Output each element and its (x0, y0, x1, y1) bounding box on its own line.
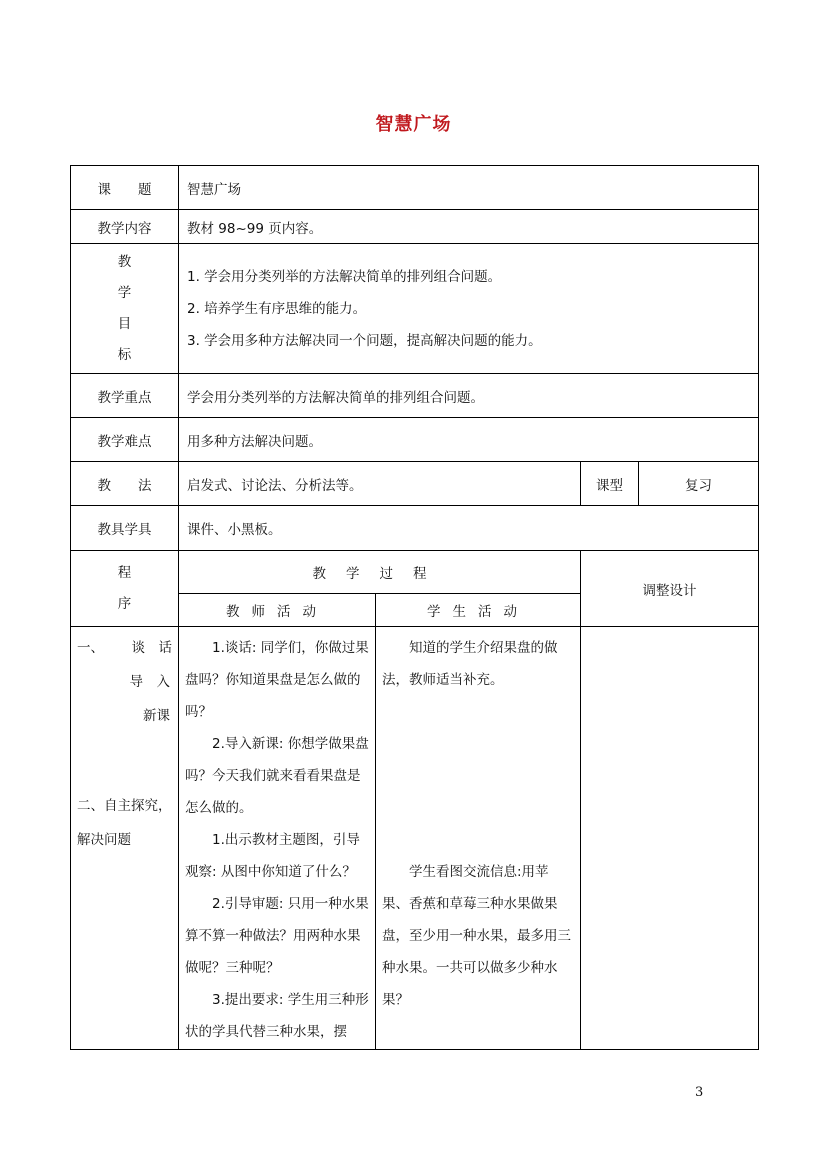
content-value: 教材 98~99 页内容。 (179, 210, 759, 244)
row-tools (71, 506, 759, 551)
lesson-type-value: 复习 (639, 462, 759, 506)
row-process-body (71, 627, 759, 1050)
teacher-paragraph: 1.谈话: 同学们，你做过果盘吗？你知道果盘是怎么做的吗？ (185, 640, 369, 720)
step-2-text: 二、自主探究， (77, 798, 172, 814)
method-value: 启发式、讨论法、分析法等。 (179, 462, 581, 506)
tools-label: 教具学具 (71, 506, 179, 551)
step-2-text: 解决问题 (77, 832, 131, 848)
step-1-text: 谈 话 (131, 640, 172, 656)
document-title: 智慧广场 (375, 114, 452, 135)
row-process-header (71, 551, 759, 594)
row-method (71, 462, 759, 506)
method-label: 教 法 (71, 462, 179, 506)
spacer (77, 733, 172, 789)
tools-value: 课件、小黑板。 (179, 506, 759, 551)
adjust-design-header: 调整设计 (581, 551, 759, 627)
lesson-type-label: 课型 (581, 462, 639, 506)
procedure-steps (71, 627, 179, 1050)
key-point-value: 学会用分类列举的方法解决简单的排列组合问题。 (179, 374, 759, 418)
teacher-activity-header: 教师活动 (179, 594, 376, 627)
goals-label-char: 教 (117, 253, 132, 270)
step-1-number: 一、 (77, 640, 104, 656)
adjust-design-cell (581, 627, 759, 1050)
goal-item: 1. 学会用分类列举的方法解决简单的排列组合问题。 (187, 268, 502, 285)
spacer (382, 696, 574, 856)
student-activity-header: 学生活动 (376, 594, 581, 627)
procedure-label (71, 551, 179, 627)
procedure-label-char: 序 (117, 595, 132, 612)
teacher-activities (179, 627, 376, 1050)
goals-label-char: 学 (117, 284, 132, 301)
goals-list (179, 244, 759, 374)
row-topic (71, 166, 759, 210)
step-1-text: 导 入 (129, 674, 170, 690)
step-1-text: 新课 (143, 708, 170, 724)
row-goals (71, 244, 759, 374)
content-label: 教学内容 (71, 210, 179, 244)
topic-label: 课 题 (71, 166, 179, 210)
procedure-label-char: 程 (117, 564, 132, 581)
teacher-paragraph: 1.出示教材主题图，引导观察: 从图中你知道了什么？ (185, 832, 360, 880)
teacher-paragraph: 2.引导审题: 只用一种水果算不算一种做法？用两种水果做呢？三种呢？ (185, 896, 369, 976)
topic-value: 智慧广场 (179, 166, 759, 210)
page-number: 3 (695, 1085, 704, 1100)
goal-item: 2. 培养学生有序思维的能力。 (187, 300, 367, 317)
row-content (71, 210, 759, 244)
student-activities (376, 627, 581, 1050)
difficulty-label: 教学难点 (71, 418, 179, 462)
goal-item: 3. 学会用多种方法解决同一个问题，提高解决问题的能力。 (187, 332, 542, 349)
goals-label (71, 244, 179, 374)
teacher-paragraph: 2.导入新课: 你想学做果盘吗？今天我们就来看看果盘是怎么做的。 (185, 736, 369, 816)
row-difficulty (71, 418, 759, 462)
step-1-line (77, 631, 172, 665)
student-paragraph: 知道的学生介绍果盘的做法，教师适当补充。 (382, 640, 558, 688)
difficulty-value: 用多种方法解决问题。 (179, 418, 759, 462)
teaching-process-header: 教学过程 (179, 551, 581, 594)
goals-label-char: 目 (117, 315, 132, 332)
student-paragraph: 学生看图交流信息:用苹果、香蕉和草莓三种水果做果盘，至少用一种水果，最多用三种水果。一共可以做多少种水果？ (382, 864, 571, 1008)
row-key-point (71, 374, 759, 418)
key-point-label: 教学重点 (71, 374, 179, 418)
lesson-plan-table (70, 165, 759, 1050)
goals-label-char: 标 (117, 346, 132, 363)
teacher-paragraph: 3.提出要求: 学生用三种形状的学具代替三种水果，摆 (185, 992, 369, 1040)
